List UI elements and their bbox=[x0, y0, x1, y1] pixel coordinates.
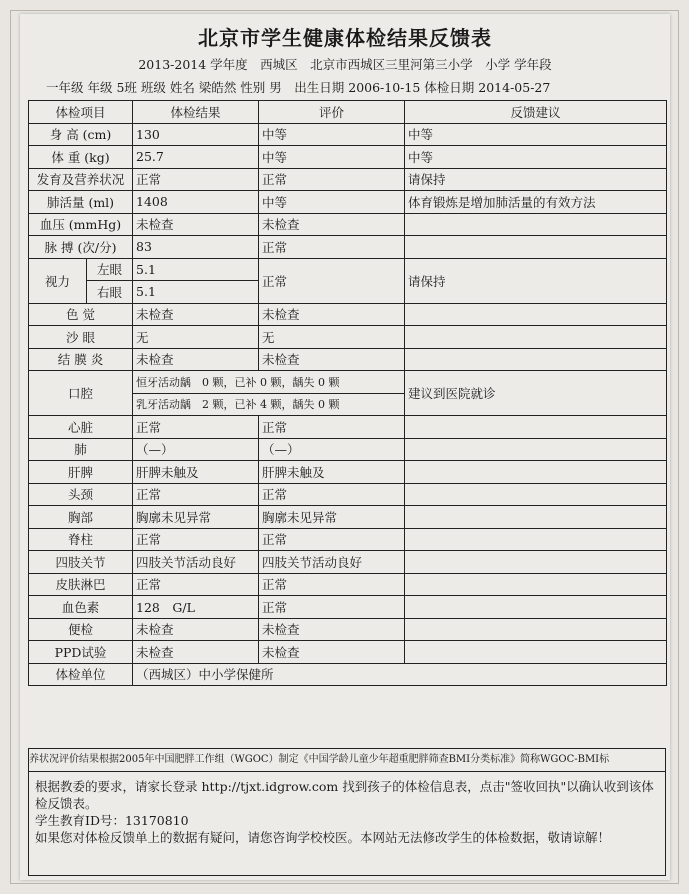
row-label: 身 高 (cm) bbox=[29, 123, 133, 146]
vision-right-result: 5.1 bbox=[133, 281, 259, 304]
row-label: 肺活量 (ml) bbox=[29, 191, 133, 214]
oral-permanent-teeth: 恒牙活动龋 0 颗，已补 0 颗，龋失 0 颗 bbox=[133, 371, 405, 394]
row-result: 正常 bbox=[133, 573, 259, 596]
table-row bbox=[29, 191, 667, 214]
row-result: 未检查 bbox=[133, 641, 259, 664]
row-result: 正常 bbox=[133, 528, 259, 551]
vision-left-result: 5.1 bbox=[133, 258, 259, 281]
row-advice bbox=[405, 236, 667, 259]
row-eval: 正常 bbox=[259, 416, 405, 439]
row-result: 未检查 bbox=[133, 303, 259, 326]
row-advice bbox=[405, 573, 667, 596]
row-eval: 正常 bbox=[259, 483, 405, 506]
row-label: 肝脾 bbox=[29, 461, 133, 484]
exam-unit-label: 体检单位 bbox=[29, 663, 133, 686]
row-label: 结 膜 炎 bbox=[29, 348, 133, 371]
row-advice: 中等 bbox=[405, 123, 667, 146]
table-row bbox=[29, 573, 667, 596]
row-result: 正常 bbox=[133, 483, 259, 506]
table-row-exam-unit bbox=[29, 663, 667, 686]
row-label: 沙 眼 bbox=[29, 326, 133, 349]
table-row bbox=[29, 326, 667, 349]
table-row bbox=[29, 506, 667, 529]
table-header-row bbox=[29, 101, 667, 124]
row-eval: 四肢关节活动良好 bbox=[259, 551, 405, 574]
row-result: 正常 bbox=[133, 168, 259, 191]
footer-notes bbox=[28, 748, 666, 876]
row-result: 128 G/L bbox=[133, 596, 259, 619]
row-label: 肺 bbox=[29, 438, 133, 461]
row-advice bbox=[405, 506, 667, 529]
row-eval: 中等 bbox=[259, 191, 405, 214]
header-advice: 反馈建议 bbox=[405, 101, 667, 124]
row-eval: 正常 bbox=[259, 596, 405, 619]
row-result: 肝脾未触及 bbox=[133, 461, 259, 484]
oral-primary-teeth: 乳牙活动龋 2 颗，已补 4 颗，龋失 0 颗 bbox=[133, 393, 405, 416]
bmi-standard-note: 养状况评价结果根据2005年中国肥胖工作组（WGOC）制定《中国学龄儿童少年超重肥胖筛查BMI分类标准》简称WGOC-BMI标 bbox=[29, 749, 665, 772]
row-eval: （—） bbox=[259, 438, 405, 461]
row-advice: 中等 bbox=[405, 146, 667, 169]
row-result: 四肢关节活动良好 bbox=[133, 551, 259, 574]
row-advice bbox=[405, 213, 667, 236]
table-row bbox=[29, 483, 667, 506]
row-result: 无 bbox=[133, 326, 259, 349]
exam-unit-value: （西城区）中小学保健所 bbox=[133, 663, 667, 686]
row-result: 130 bbox=[133, 123, 259, 146]
row-advice bbox=[405, 641, 667, 664]
row-eval: 正常 bbox=[259, 573, 405, 596]
header-result: 体检结果 bbox=[133, 101, 259, 124]
row-eval: 无 bbox=[259, 326, 405, 349]
row-advice bbox=[405, 438, 667, 461]
row-advice bbox=[405, 483, 667, 506]
table-row bbox=[29, 596, 667, 619]
row-eval: 肝脾未触及 bbox=[259, 461, 405, 484]
row-label: 脊柱 bbox=[29, 528, 133, 551]
row-eval: 未检查 bbox=[259, 348, 405, 371]
parent-login-instruction: 根据教委的要求，请家长登录 http://tjxt.idgrow.com 找到孩子的体检信息表，点击"签收回执"以确认收到该体检反馈表。 bbox=[35, 779, 654, 811]
data-inquiry-notice: 如果您对体检反馈单上的数据有疑问，请您咨询学校校医。本网站无法修改学生的体检数据，敬请谅解！ bbox=[35, 830, 611, 845]
row-advice bbox=[405, 416, 667, 439]
row-eval: 正常 bbox=[259, 236, 405, 259]
row-label: 脉 搏 (次/分) bbox=[29, 236, 133, 259]
row-label: PPD试验 bbox=[29, 641, 133, 664]
row-result: 未检查 bbox=[133, 618, 259, 641]
table-row-vision-left bbox=[29, 258, 667, 281]
table-row bbox=[29, 213, 667, 236]
row-label: 四肢关节 bbox=[29, 551, 133, 574]
row-advice bbox=[405, 528, 667, 551]
report-sheet bbox=[20, 14, 670, 880]
header-eval: 评价 bbox=[259, 101, 405, 124]
row-advice bbox=[405, 461, 667, 484]
row-result: 未检查 bbox=[133, 348, 259, 371]
row-label: 心脏 bbox=[29, 416, 133, 439]
vision-right-label: 右眼 bbox=[87, 281, 133, 304]
row-eval: 未检查 bbox=[259, 618, 405, 641]
row-advice bbox=[405, 348, 667, 371]
table-row bbox=[29, 618, 667, 641]
table-row bbox=[29, 438, 667, 461]
row-result: 胸廓未见异常 bbox=[133, 506, 259, 529]
header-item: 体检项目 bbox=[29, 101, 133, 124]
row-label: 头颈 bbox=[29, 483, 133, 506]
table-row bbox=[29, 416, 667, 439]
row-result: 正常 bbox=[133, 416, 259, 439]
table-row bbox=[29, 236, 667, 259]
row-label: 体 重 (kg) bbox=[29, 146, 133, 169]
oral-label: 口腔 bbox=[29, 371, 133, 416]
table-row bbox=[29, 461, 667, 484]
row-eval: 未检查 bbox=[259, 303, 405, 326]
oral-advice: 建议到医院就诊 bbox=[405, 371, 667, 416]
row-label: 血压 (mmHg) bbox=[29, 213, 133, 236]
vision-left-label: 左眼 bbox=[87, 258, 133, 281]
row-advice bbox=[405, 551, 667, 574]
table-row-oral-permanent bbox=[29, 371, 667, 394]
table-row bbox=[29, 528, 667, 551]
row-advice: 体育锻炼是增加肺活量的有效方法 bbox=[405, 191, 667, 214]
student-info-line: 一年级 年级 5班 班级 姓名 梁皓然 性别 男 出生日期 2006-10-15 体检日期 2014-05-27 bbox=[46, 80, 551, 95]
table-row bbox=[29, 551, 667, 574]
row-label: 色 觉 bbox=[29, 303, 133, 326]
row-result: 1408 bbox=[133, 191, 259, 214]
row-label: 便检 bbox=[29, 618, 133, 641]
table-row bbox=[29, 348, 667, 371]
student-education-id: 学生教育ID号：13170810 bbox=[35, 813, 189, 828]
row-eval: 未检查 bbox=[259, 213, 405, 236]
row-result: 未检查 bbox=[133, 213, 259, 236]
health-report-table bbox=[28, 100, 667, 686]
row-label: 血色素 bbox=[29, 596, 133, 619]
row-eval: 正常 bbox=[259, 168, 405, 191]
row-eval: 中等 bbox=[259, 123, 405, 146]
row-result: 83 bbox=[133, 236, 259, 259]
row-eval: 正常 bbox=[259, 528, 405, 551]
table-row bbox=[29, 168, 667, 191]
row-advice bbox=[405, 596, 667, 619]
row-result: （—） bbox=[133, 438, 259, 461]
table-row bbox=[29, 303, 667, 326]
school-info-line: 2013-2014 学年度 西城区 北京市西城区三里河第三小学 小学 学年段 bbox=[138, 57, 552, 72]
vision-advice: 请保持 bbox=[405, 258, 667, 303]
table-row bbox=[29, 641, 667, 664]
row-eval: 胸廓未见异常 bbox=[259, 506, 405, 529]
row-advice bbox=[405, 326, 667, 349]
row-result: 25.7 bbox=[133, 146, 259, 169]
row-label: 皮肤淋巴 bbox=[29, 573, 133, 596]
table-row bbox=[29, 123, 667, 146]
row-advice: 请保持 bbox=[405, 168, 667, 191]
vision-eval: 正常 bbox=[259, 258, 405, 303]
row-advice bbox=[405, 303, 667, 326]
row-eval: 未检查 bbox=[259, 641, 405, 664]
vision-label: 视力 bbox=[29, 258, 87, 303]
row-label: 发育及营养状况 bbox=[29, 168, 133, 191]
table-row bbox=[29, 146, 667, 169]
page-title: 北京市学生健康体检结果反馈表 bbox=[198, 26, 492, 50]
row-advice bbox=[405, 618, 667, 641]
row-label: 胸部 bbox=[29, 506, 133, 529]
row-eval: 中等 bbox=[259, 146, 405, 169]
